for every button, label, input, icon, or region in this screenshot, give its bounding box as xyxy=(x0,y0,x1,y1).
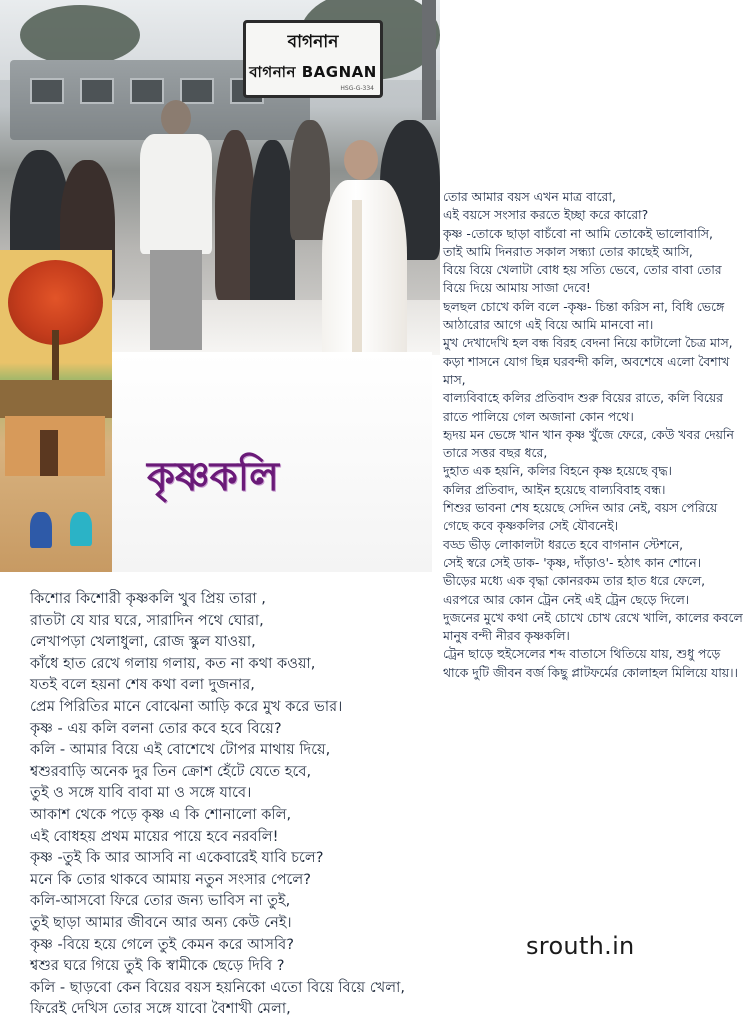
girl-figure xyxy=(70,512,92,546)
crowd-person xyxy=(215,130,255,300)
poem-line: কাঁধে হাত রেখে গলায় গলায়, কত না কথা কওয়া, xyxy=(30,654,316,672)
poem-line: মনে কি তোর থাকবে আমায় নতুন সংসার পেলে? xyxy=(30,870,312,888)
poem-line: কিশোর কিশোরী কৃষ্ণকলি খুব প্রিয় তারা , xyxy=(30,590,266,607)
poem-line: কলি - ছাড়বো কেন বিয়ের বয়স হয়নিকো এতো বিয়ে বিয়ে খেলা, xyxy=(30,978,405,996)
poem-line: মুখ দেখাদেখি হল বন্ধ বিরহ বেদনা নিয়ে কাটালো চৈত্র মাস, xyxy=(443,335,733,351)
poem-line: দুজনের মুখে কথা নেই চোখে চোখ রেখে খালি, কালের কবলে মানুষ বন্দী নীরব কৃষ্ণকলি। xyxy=(443,609,743,644)
tree-foliage xyxy=(20,5,140,65)
poem-line: ভীড়ের মধ্যে এক বৃদ্ধা কোনরকম তার হাত ধরে ফেলে, xyxy=(443,573,706,589)
poem-line: ট্রেন ছাড়ে হুইসেলের শব্দ বাতাসে থিতিয়ে যায়, শুধু পড়ে থাকে দুটি জীবন বর্জ কিছু প্লাটফর্মের কোলাহল মিলিয়ে যায়।। xyxy=(443,646,738,680)
source-site: srouth.in xyxy=(526,932,635,960)
poem-line: তুই ছাড়া আমার জীবনে আর অন্য কেউ নেই। xyxy=(30,913,292,931)
poem-right-column xyxy=(443,188,743,682)
sign-pole xyxy=(422,0,436,120)
poem-line: দুহাত এক হয়নি, কলির বিহনে কৃষ্ণ হয়েছে বৃদ্ধ। xyxy=(443,463,672,479)
station-sign-line2: বাগনান BAGNAN xyxy=(249,63,377,81)
poem-line: কলি-আসবো ফিরে তোর জন্য ভাবিস না তুই, xyxy=(30,892,291,910)
station-sign-line1: বাগনান xyxy=(287,32,339,52)
poem-line: শিশুর ভাবনা শেষ হয়েছে সেদিন আর নেই, বয়স পেরিয়ে গেছে কবে কৃষ্ণকলির সেই যৌবনেই। xyxy=(443,500,718,534)
poem-line: বিয়ে বিয়ে খেলাটা বোধ হয় সত্যি ভেবে, তোর বাবা তোর বিয়ে দিয়ে আমায় সাজা দেবে! xyxy=(443,262,722,296)
poem-line: সেই স্বরে সেই ডাক- 'কৃষ্ণ, দাঁড়াও'- হঠাৎ কান শোনে। xyxy=(443,554,702,570)
poem-line: বাল্যবিবাহে কলির প্রতিবাদ শুরু বিয়ের রাতে, কলি বিয়ের রাতে পালিয়ে গেল অজানা কোন পথে। xyxy=(443,390,723,424)
poem-line: এই বয়সে সংসার করতে ইচ্ছা করে কারো? xyxy=(443,207,649,223)
poem-line: এরপরে আর কোন ট্রেন নেই এই ট্রেন ছেড়ে দিলে। xyxy=(443,591,690,607)
poem-line: তুই ও সঙ্গে যাবি বাবা মা ও সঙ্গে যাবে। xyxy=(30,784,252,802)
poem-line: কৃষ্ণ -তুই কি আর আসবি না একেবারেই যাবি চলে? xyxy=(30,849,324,867)
poem-line: তাই আমি দিনরাত সকাল সন্ধ্যা তোর কাছেই আসি, xyxy=(443,243,693,259)
poem-line: রাতটা যে যার ঘরে, সারাদিন পথে ঘোরা, xyxy=(30,611,264,629)
village-illustration xyxy=(0,250,112,572)
boy-figure xyxy=(30,512,52,548)
poem-line: কড়া শাসনে যোগ ছিন্ন ঘরবন্দী কলি, অবশেষে এলো বৈশাখ মাস, xyxy=(443,353,730,387)
station-sign xyxy=(243,20,383,98)
poem-line: কলি - আমার বিয়ে এই বোশেখে টোপর মাথায় দিয়ে, xyxy=(30,741,331,759)
poem-line: হৃদয় মন ভেঙ্গে খান খান কৃষ্ণ খুঁজে ফেরে, কেউ খবর দেয়নি তারে সত্তর বছর ধরে, xyxy=(443,426,734,461)
mud-hut xyxy=(0,380,112,480)
poem-line: কৃষ্ণ -বিয়ে হয়ে গেলে তুই কেমন করে আসবি? xyxy=(30,935,295,953)
poem-line: ছলছল চোখে কলি বলে -কৃষ্ণ- চিন্তা করিস না, বিধি ভেঙ্গে আঠারোর আগে এই বিয়ে আমি মানবো না। xyxy=(443,298,725,333)
poem-line: যতই বলে হয়না শেষ কথা বলা দুজনার, xyxy=(30,676,255,694)
poem-line: কৃষ্ণ -তোকে ছাড়া বাচঁবো না আমি তোকেই ভালোবাসি, xyxy=(443,225,713,241)
poem-line: শ্বশুরবাড়ি অনেক দুর তিন ক্রোশ হেঁটে যেতে হবে, xyxy=(30,762,312,780)
poem-line: বড্ড ভীড় লোকালটা ধরতে হবে বাগনান স্টেশনে, xyxy=(443,536,684,552)
poem-line: তোর আমার বয়স এখন মাত্র বারো, xyxy=(443,189,616,204)
poem-title: কৃষ্ণকলি xyxy=(147,453,279,500)
man-figure xyxy=(135,100,215,350)
poem-line: প্রেম পিরিতির মানে বোঝেনা আড়ি করে মুখ করে ভার। xyxy=(30,697,343,715)
poem-line: লেখাপড়া খেলাধুলা, রোজ স্কুল যাওয়া, xyxy=(30,633,256,651)
poem-line: আকাশ থেকে পড়ে কৃষ্ণ এ কি শোনালো কলি, xyxy=(30,805,292,823)
poem-left-column xyxy=(30,588,450,1020)
poem-line: কৃষ্ণ - এয় কলি বলনা তোর কবে হবে বিয়ে? xyxy=(30,719,282,737)
poem-line: শ্বশুর ঘরে গিয়ে তুই কি স্বামীকে ছেড়ে দিবি ? xyxy=(30,957,285,975)
station-sign-code: HSG-G-334 xyxy=(340,85,374,92)
poem-line: এই বোধহয় প্রথম মায়ের পায়ে হবে নরবলি! xyxy=(30,827,279,845)
poem-line: ফিরেই দেখিস তোর সঙ্গে যাবো বৈশাখী মেলা, xyxy=(30,1000,291,1018)
poem-line: কলির প্রতিবাদ, আইন হয়েছে বাল্যবিবাহ বন্ধ। xyxy=(443,481,666,497)
